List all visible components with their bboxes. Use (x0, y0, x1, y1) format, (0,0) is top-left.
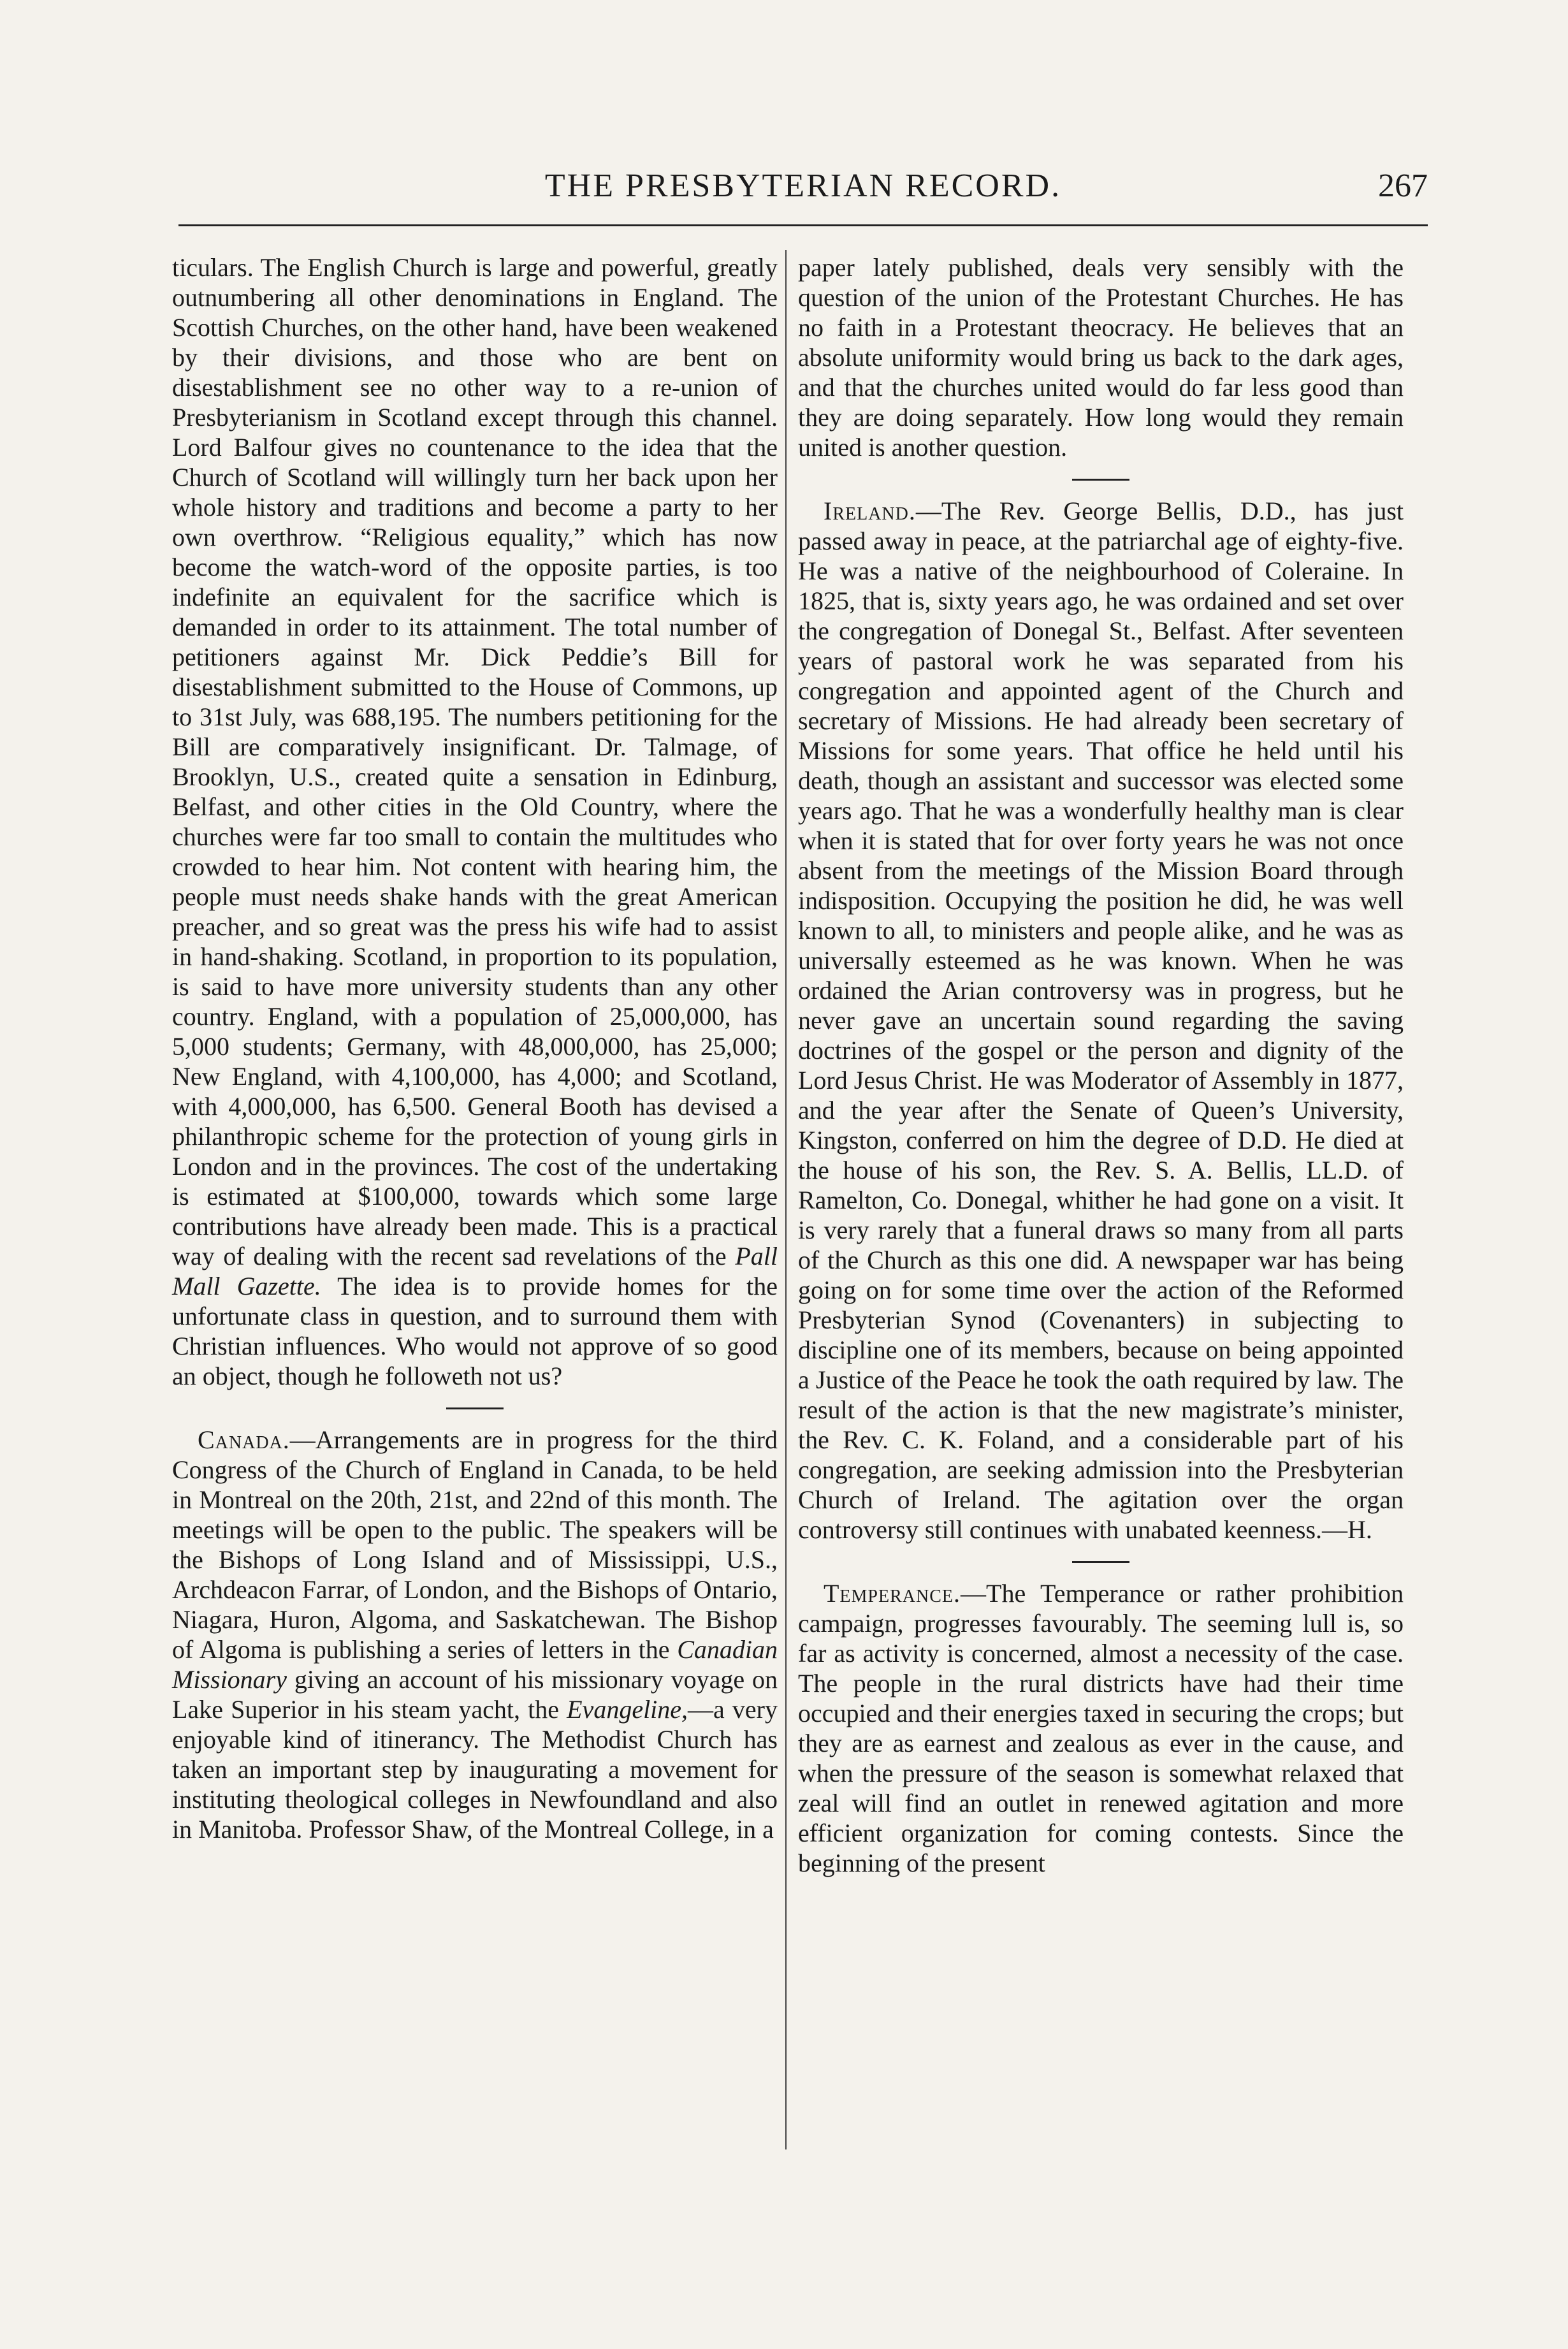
ireland-paragraph (798, 496, 1404, 1545)
section-heading: Canada. (198, 1425, 290, 1454)
header-rule (178, 224, 1428, 226)
page-header (178, 167, 1428, 212)
left-column (172, 252, 778, 1844)
running-title: THE PRESBYTERIAN RECORD. (544, 168, 1062, 204)
italic-title: Evangeline, (567, 1695, 688, 1724)
section-heading: Temperance. (824, 1579, 961, 1608)
section-separator (446, 1407, 504, 1409)
temperance-paragraph (798, 1578, 1404, 1878)
right-column (798, 252, 1404, 1878)
section-separator (1072, 1561, 1129, 1563)
paragraph-text: —a very enjoyable kind of itinerancy. The Methodist Church has taken an important step by inaugurating a movement for instituting theological colleges in Newfoundland and also in Manitoba. Professor Shaw, of the Montreal College, in a (172, 1695, 778, 1844)
italic-title: Canadian Missionary (172, 1635, 778, 1694)
section-separator (1072, 479, 1129, 481)
paragraph-text: —Arrangements are in progress for the third Congress of the Church of England in Canada, to be held in Montreal on the 20th, 21st, and 22nd of this month. The meetings will be open to the public. The speakers will be the Bishops of Long Island and of Mississippi, U.S., Archdeacon Farrar, of London, and the Bishops of Ontario, Niagara, Huron, Algoma, and Saskatchewan. The Bishop of Algoma is publishing a series of letters in the (172, 1425, 778, 1664)
section-heading: Ireland. (824, 497, 916, 525)
article-paragraph (172, 252, 778, 1391)
column-divider (785, 250, 787, 2149)
paragraph-text: —The Temperance or rather prohibition campaign, progresses favourably. The seeming lull is, so far as activity is concerned, almost a necessity of the case. The people in the rural districts have had their time occupied and their energies taxed in securing the crops; but they are as earnest and zealous as ever in the cause, and when the pressure of the season is somewhat relaxed that zeal will find an outlet in renewed agitation and more efficient organization for coming contests. Since the beginning of the present (798, 1579, 1404, 1877)
page-number: 267 (1378, 168, 1428, 204)
canada-paragraph (172, 1425, 778, 1844)
paragraph-text: ticulars. The English Church is large and powerful, greatly outnumbering all other denominations in England. The Scottish Churches, on the other hand, have been weakened by their divisions, and those who are bent on disestablishment see no other way to a re-union of Presbyterianism in Scotland except through this channel. Lord Balfour gives no countenance to the idea that the Church of Scotland will willingly turn her back upon her whole history and traditions and become a party to her own overthrow. “Religious equality,” which has now become the watch-word of the opposite parties, is too indefinite an equivalent for the sacrifice which is demanded in order to its attainment. The total number of petitioners against Mr. Dick Peddie’s Bill for disestablishment submitted to the House of Commons, up to 31st July, was 688,195. The numbers petitioning for the Bill are comparatively insignificant. Dr. Talmage, of Brooklyn, U.S., created quite a sensation in Edinburg, Belfast, and other cities in the Old Country, where the churches were far too small to contain the multitudes who crowded to hear him. Not content with hearing him, the people must needs shake hands with the great American preacher, and so great was the press his wife had to assist in hand-shaking. Scotland, in proportion to its population, is said to have more university students than any other country. England, with a population of 25,000,000, has 5,000 students; Germany, with 48,000,000, has 25,000; New England, with 4,100,000, has 4,000; and Scotland, with 4,000,000, has 6,500. General Booth has devised a philanthropic scheme for the protection of young girls in London and in the provinces. The cost of the undertaking is estimated at $100,000, towards which some large contributions have already been made. This is a practical way of dealing with the recent sad revelations of the (172, 253, 778, 1270)
paragraph-text: —The Rev. George Bellis, D.D., has just passed away in peace, at the patriarchal age of eighty-five. He was a native of the neighbourhood of Coleraine. In 1825, that is, sixty years ago, he was ordained and set over the congregation of Donegal St., Belfast. After seventeen years of pastoral work he was separated from his congregation and appointed agent of the Church and secretary of Missions. He had already been secretary of Missions for some years. That office he held until his death, though an assistant and successor was elected some years ago. That he was a wonderfully healthy man is clear when it is stated that for over forty years he was not once absent from the meetings of the Mission Board through indisposition. Occupying the position he did, he was well known to all, to ministers and people alike, and he was as universally esteemed as he was known. When he was ordained the Arian controversy was in progress, but he never gave an uncertain sound regarding the saving doctrines of the gospel or the person and dignity of the Lord Jesus Christ. He was Moderator of Assembly in 1877, and the year after the Senate of Queen’s University, Kingston, conferred on him the degree of D.D. He died at the house of his son, the Rev. S. A. Bellis, LL.D. of Ramelton, Co. Donegal, whither he had gone on a visit. It is very rarely that a funeral draws so many from all parts of the Church as this one did. A newspaper war has being going on for some time over the action of the Reformed Presbyterian Synod (Covenanters) in subjecting to discipline one of its members, because on being appointed a Justice of the Peace he took the oath required by law. The result of the action is that the new magistrate’s minister, the Rev. C. K. Foland, and a considerable part of his congregation, are seeking admission into the Presbyterian Church of Ireland. The agitation over the organ controversy still continues with unabated keenness.—H. (798, 497, 1404, 1544)
paragraph-text: giving an account of his missionary voyage on Lake Superior in his steam yacht, the (172, 1665, 778, 1724)
article-paragraph: paper lately published, deals very sensibly with the question of the union of the Protestant Churches. He has no faith in a Protestant theocracy. He believes that an absolute uniformity would bring us back to the dark ages, and that the churches united would do far less good than they are doing separately. How long would they remain united is another question. (798, 253, 1404, 462)
italic-title: Pall Mall Gazette. (172, 1242, 778, 1300)
paragraph-text: The idea is to provide homes for the unfortunate class in question, and to surround them with Christian influences. Who would not approve of so good an object, though he followeth not us? (172, 1272, 778, 1390)
